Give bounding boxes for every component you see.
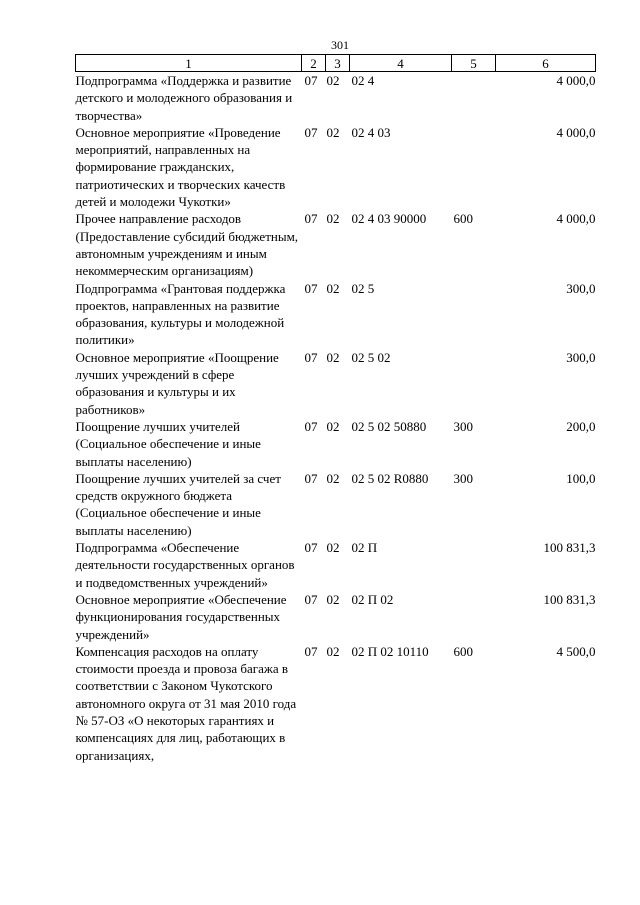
row-name: Подпрограмма «Грантовая поддержка проектов, направленных на развитие образования, культуры и молодежной политики» <box>75 280 286 348</box>
row-subsection: 02 <box>326 280 340 296</box>
row-expense-type <box>452 72 496 124</box>
table-row <box>76 591 596 643</box>
page-number: 301 <box>331 38 349 52</box>
row-name: Прочее направление расходов (Предоставление субсидий бюджетным, автономным учреждениям и иным некоммерческим организациям) <box>75 211 299 279</box>
row-section: 07 <box>304 470 318 486</box>
row-section: 07 <box>304 211 318 227</box>
row-amount: 100 831,3 <box>543 591 596 607</box>
table-row <box>76 470 596 539</box>
row-section: 07 <box>304 124 318 140</box>
row-target-item: 02 5 02 R0880 <box>351 470 429 486</box>
row-name: Подпрограмма «Поддержка и развитие детского и молодежного образования и творчества» <box>75 73 293 123</box>
row-target-item: 02 П 02 10110 <box>351 643 429 659</box>
row-amount: 100,0 <box>566 470 596 486</box>
row-section: 07 <box>304 418 318 434</box>
row-target-item: 02 4 03 <box>351 124 391 140</box>
table-row <box>76 72 596 124</box>
row-subsection: 02 <box>326 124 340 140</box>
row-section: 07 <box>304 280 318 296</box>
row-name: Основное мероприятие «Проведение мероприятий, направленных на формирование гражданских, патриотических и творческих качеств детей и молодежи Чукотки» <box>75 124 286 210</box>
row-expense-type <box>452 280 496 349</box>
row-amount: 300,0 <box>566 280 596 296</box>
row-target-item: 02 П <box>351 540 378 556</box>
row-name: Основное мероприятие «Обеспечение функционирования государственных учреждений» <box>75 591 287 642</box>
row-subsection: 02 <box>326 643 340 659</box>
row-subsection: 02 <box>326 349 340 365</box>
budget-table <box>75 54 596 764</box>
row-target-item: 02 4 <box>351 73 375 88</box>
row-amount: 200,0 <box>566 418 596 434</box>
header-col-1: 1 <box>76 55 302 72</box>
row-expense-type <box>452 591 496 643</box>
table-row <box>76 210 596 279</box>
row-name: Подпрограмма «Обеспечение деятельности государственных органов и подведомственных учреждений» <box>75 540 295 590</box>
header-col-3: 3 <box>326 55 350 72</box>
row-amount: 100 831,3 <box>543 540 596 556</box>
row-target-item: 02 4 03 90000 <box>351 211 427 227</box>
row-subsection: 02 <box>326 540 340 556</box>
row-name: Компенсация расходов на оплату стоимости проезда и провоза багажа в соответствии с Законом Чукотского автономного округа от 31 мая 2010 года № 57-ОЗ «О некоторых гарантиях и компенсациях для лиц, работающих в организациях, <box>75 643 297 763</box>
header-col-2: 2 <box>302 55 326 72</box>
row-section: 07 <box>304 540 318 556</box>
row-expense-type <box>452 349 496 418</box>
row-name: Основное мероприятие «Поощрение лучших учреждений в сфере образования и культуры и их работников» <box>75 349 279 417</box>
header-col-4: 4 <box>350 55 452 72</box>
row-subsection: 02 <box>326 211 340 227</box>
row-target-item: 02 5 02 50880 <box>351 418 427 434</box>
table-row <box>76 349 596 418</box>
row-expense-type: 600 <box>453 643 473 659</box>
row-amount: 4 000,0 <box>556 73 596 88</box>
row-expense-type: 600 <box>453 211 473 227</box>
row-expense-type <box>452 539 496 591</box>
row-amount: 4 000,0 <box>556 211 596 227</box>
table-row <box>76 643 596 764</box>
row-section: 07 <box>304 591 318 607</box>
header-col-6: 6 <box>496 55 596 72</box>
row-subsection: 02 <box>326 591 340 607</box>
header-row <box>76 55 596 72</box>
row-subsection: 02 <box>326 418 340 434</box>
row-name: Поощрение лучших учителей за счет средств окружного бюджета (Социальное обеспечение и иные выплаты населению) <box>75 470 281 538</box>
row-target-item: 02 5 <box>351 280 375 296</box>
table-row <box>76 418 596 470</box>
row-subsection: 02 <box>326 470 340 486</box>
row-expense-type: 300 <box>453 470 473 486</box>
row-expense-type <box>452 124 496 210</box>
header-col-5: 5 <box>452 55 496 72</box>
row-name: Поощрение лучших учителей (Социальное обеспечение и иные выплаты населению) <box>75 418 261 469</box>
row-section: 07 <box>304 643 318 659</box>
table-row <box>76 124 596 210</box>
row-section: 07 <box>304 73 318 88</box>
row-amount: 300,0 <box>566 349 596 365</box>
row-subsection: 02 <box>326 73 340 88</box>
row-target-item: 02 П 02 <box>351 591 394 607</box>
row-section: 07 <box>304 349 318 365</box>
row-amount: 4 500,0 <box>556 643 596 659</box>
row-amount: 4 000,0 <box>556 124 596 140</box>
table-row <box>76 280 596 349</box>
row-target-item: 02 5 02 <box>351 349 391 365</box>
row-expense-type: 300 <box>453 418 473 434</box>
table-row <box>76 539 596 591</box>
